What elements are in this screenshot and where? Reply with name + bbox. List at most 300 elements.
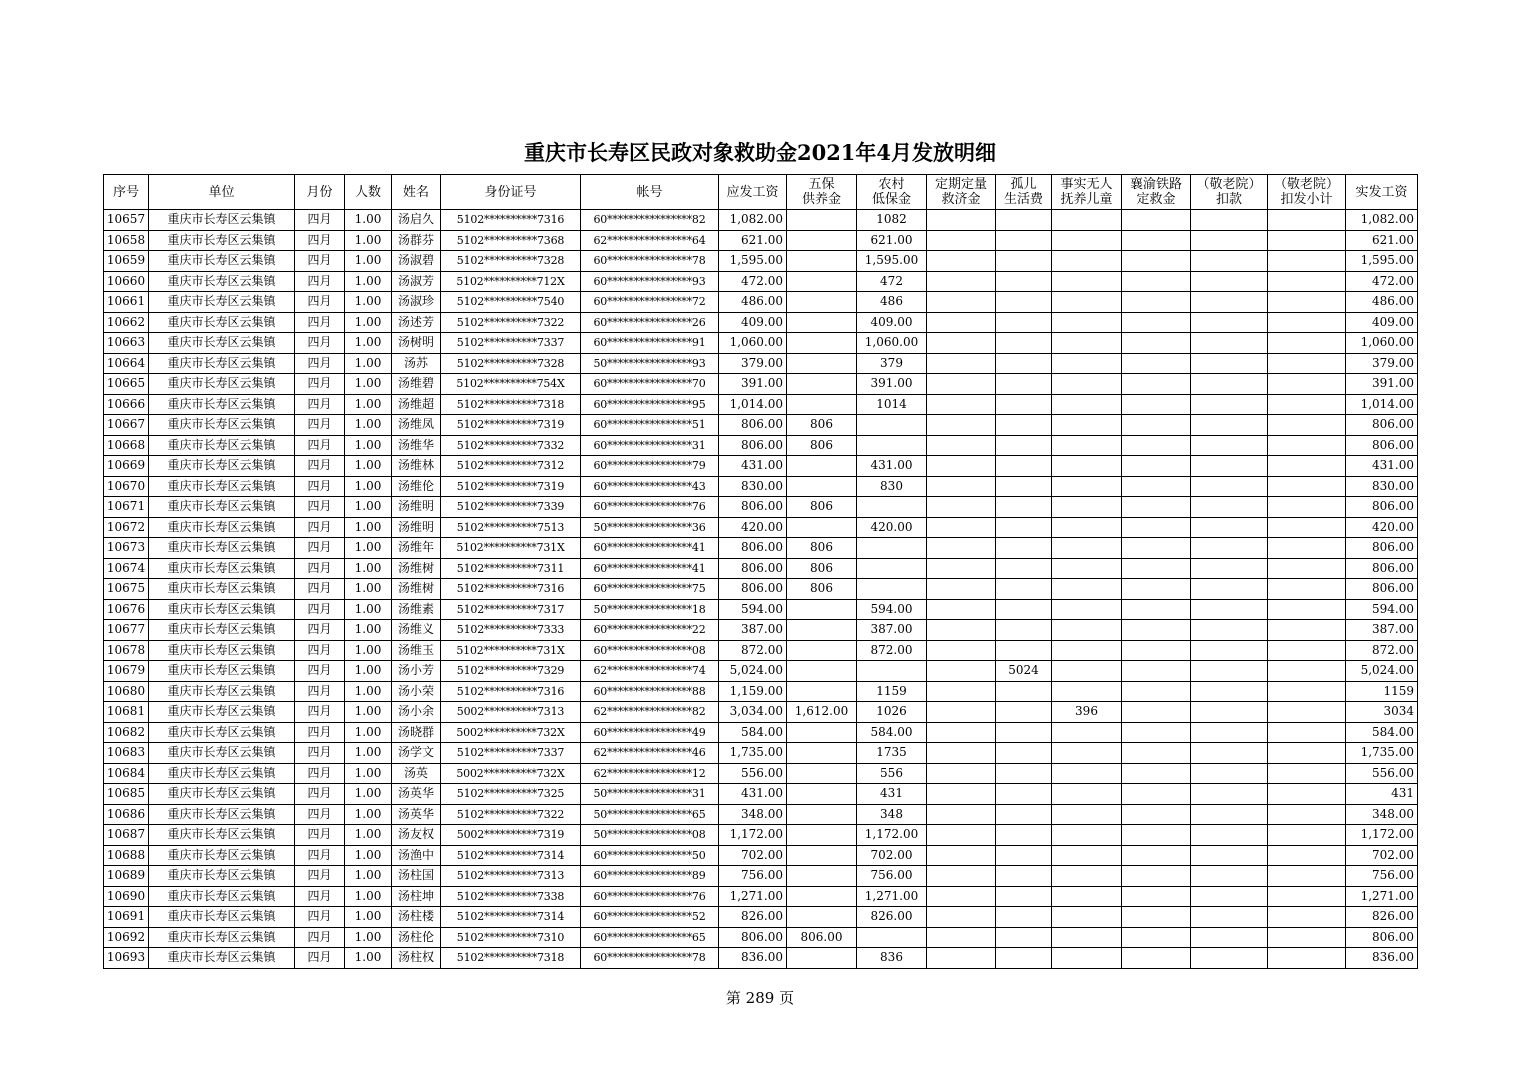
column-header: 孤儿 生活费 [996,175,1052,210]
table-cell [1122,948,1191,969]
table-cell: 556.00 [719,763,787,784]
table-cell [1191,784,1268,805]
table-cell: 60****************49 [581,722,719,743]
table-cell [1191,845,1268,866]
table-cell: 348.00 [1346,804,1418,825]
table-cell: 1.00 [345,312,392,333]
table-cell [1268,517,1346,538]
table-cell: 10683 [104,743,149,764]
table-cell [1122,661,1191,682]
table-cell: 1.00 [345,497,392,518]
table-cell [1268,681,1346,702]
table-cell: 806.00 [719,415,787,436]
table-cell [1268,210,1346,231]
table-cell [1122,845,1191,866]
table-cell [1052,763,1122,784]
table-cell [787,640,857,661]
table-cell [996,579,1052,600]
table-cell: 10671 [104,497,149,518]
table-cell [996,210,1052,231]
table-cell: 5,024.00 [1346,661,1418,682]
table-cell: 806.00 [719,538,787,559]
table-cell: 379.00 [1346,353,1418,374]
table-cell [927,579,996,600]
table-cell: 594.00 [719,599,787,620]
table-cell [1052,353,1122,374]
table-cell: 10672 [104,517,149,538]
table-cell: 四月 [295,435,345,456]
table-cell: 5102**********7513 [441,517,581,538]
table-cell: 汤启久 [392,210,441,231]
table-cell: 431 [857,784,927,805]
table-cell [1052,845,1122,866]
table-cell: 486.00 [719,292,787,313]
table-cell: 10670 [104,476,149,497]
table-cell [927,927,996,948]
table-cell [1191,825,1268,846]
table-cell [1052,907,1122,928]
table-cell [1268,866,1346,887]
table-cell: 1,271.00 [857,886,927,907]
table-cell [857,538,927,559]
table-cell [1268,579,1346,600]
table-cell: 汤小余 [392,702,441,723]
table-cell [1268,312,1346,333]
table-cell: 5102**********7318 [441,394,581,415]
table-cell: 5102**********7318 [441,948,581,969]
table-cell: 60****************41 [581,558,719,579]
column-header: 单位 [149,175,295,210]
table-cell: 汤维凤 [392,415,441,436]
table-cell [1191,866,1268,887]
table-cell [927,743,996,764]
table-cell: 1.00 [345,927,392,948]
table-cell [996,743,1052,764]
table-cell [1052,825,1122,846]
table-cell [1122,435,1191,456]
table-cell: 汤淑芳 [392,271,441,292]
table-cell [927,210,996,231]
table-cell [1268,907,1346,928]
table-cell [1268,415,1346,436]
page-number: 第 289 页 [725,989,795,1007]
table-cell [787,312,857,333]
table-row [104,394,1418,415]
table-cell: 431 [1346,784,1418,805]
table-cell: 1.00 [345,907,392,928]
table-cell: 806.00 [1346,927,1418,948]
table-cell [996,948,1052,969]
table-cell [1052,558,1122,579]
column-header: 五保 供养金 [787,175,857,210]
table-cell: 1.00 [345,866,392,887]
table-cell [1122,374,1191,395]
table-cell [1191,456,1268,477]
table-cell [996,476,1052,497]
table-cell: 1,271.00 [1346,886,1418,907]
table-cell [927,251,996,272]
table-cell: 1.00 [345,476,392,497]
table-cell: 重庆市长寿区云集镇 [149,702,295,723]
table-row [104,620,1418,641]
column-header: 身份证号 [441,175,581,210]
table-cell: 60****************70 [581,374,719,395]
table-cell [927,599,996,620]
table-cell [927,538,996,559]
table-cell: 汤柱权 [392,948,441,969]
table-cell: 汤友权 [392,825,441,846]
table-cell: 60****************08 [581,640,719,661]
table-cell: 60****************65 [581,927,719,948]
table-cell [1052,271,1122,292]
table-cell: 621.00 [719,230,787,251]
column-header: 实发工资 [1346,175,1418,210]
table-cell: 1.00 [345,333,392,354]
table-cell: 621.00 [857,230,927,251]
table-cell: 10690 [104,886,149,907]
table-cell: 1026 [857,702,927,723]
table-cell: 5102**********712X [441,271,581,292]
table-cell [1122,538,1191,559]
table-cell [857,497,927,518]
table-cell: 60****************93 [581,271,719,292]
table-cell: 四月 [295,517,345,538]
table-cell [927,476,996,497]
table-cell [1122,907,1191,928]
table-cell [1191,804,1268,825]
table-cell: 1,595.00 [719,251,787,272]
table-cell: 872.00 [1346,640,1418,661]
table-cell [1191,538,1268,559]
table-cell [927,907,996,928]
table-cell: 四月 [295,353,345,374]
table-cell [927,230,996,251]
table-cell: 806.00 [1346,579,1418,600]
table-cell [1191,907,1268,928]
table-cell: 836 [857,948,927,969]
table-cell: 396 [1052,702,1122,723]
column-header: 人数 [345,175,392,210]
table-cell: 1,082.00 [1346,210,1418,231]
table-cell: 汤维年 [392,538,441,559]
table-cell: 60****************82 [581,210,719,231]
table-cell [1191,722,1268,743]
table-cell: 5102**********7337 [441,743,581,764]
table-cell: 420.00 [719,517,787,538]
table-cell: 1,159.00 [719,681,787,702]
table-cell [1052,804,1122,825]
table-cell [787,661,857,682]
table-cell: 四月 [295,804,345,825]
table-cell: 四月 [295,333,345,354]
table-cell [1191,251,1268,272]
table-cell [996,538,1052,559]
table-cell: 汤英华 [392,784,441,805]
table-cell: 四月 [295,292,345,313]
table-cell: 10691 [104,907,149,928]
table-cell [1122,702,1191,723]
table-cell [857,927,927,948]
table-cell: 5102**********7333 [441,620,581,641]
table-cell [927,886,996,907]
table-cell: 重庆市长寿区云集镇 [149,763,295,784]
table-cell [1052,927,1122,948]
table-cell: 556 [857,763,927,784]
table-cell: 806.00 [719,435,787,456]
table-cell: 汤苏 [392,353,441,374]
table-cell [927,763,996,784]
table-cell [1268,497,1346,518]
table-cell: 1735 [857,743,927,764]
table-cell: 472.00 [719,271,787,292]
table-cell [1268,763,1346,784]
column-header: 帐号 [581,175,719,210]
table-cell [927,435,996,456]
table-cell: 486 [857,292,927,313]
table-cell: 594.00 [857,599,927,620]
table-cell: 1,612.00 [787,702,857,723]
table-cell: 60****************78 [581,948,719,969]
table-row [104,251,1418,272]
table-cell [1268,599,1346,620]
table-cell: 四月 [295,374,345,395]
table-cell [1122,517,1191,538]
table-cell [1122,353,1191,374]
table-cell: 584.00 [719,722,787,743]
table-cell: 3,034.00 [719,702,787,723]
table-cell [787,210,857,231]
table-cell [996,517,1052,538]
table-cell [996,374,1052,395]
table-cell: 四月 [295,558,345,579]
table-cell: 10680 [104,681,149,702]
table-cell [996,456,1052,477]
table-cell [996,804,1052,825]
table-cell: 10669 [104,456,149,477]
table-cell [1191,271,1268,292]
table-cell [857,415,927,436]
table-cell: 10664 [104,353,149,374]
table-cell [1191,558,1268,579]
table-cell: 1.00 [345,845,392,866]
table-cell: 1.00 [345,886,392,907]
table-cell [1191,476,1268,497]
table-cell [1268,394,1346,415]
table-cell: 重庆市长寿区云集镇 [149,558,295,579]
table-cell: 806 [787,415,857,436]
table-cell: 四月 [295,312,345,333]
table-cell [1191,743,1268,764]
table-cell: 1,014.00 [1346,394,1418,415]
table-cell: 62****************82 [581,702,719,723]
table-cell: 3034 [1346,702,1418,723]
table-cell [1122,722,1191,743]
table-row [104,661,1418,682]
table-cell [1268,948,1346,969]
table-cell [927,456,996,477]
table-cell: 60****************31 [581,435,719,456]
table-cell [1052,251,1122,272]
table-cell: 四月 [295,497,345,518]
table-cell: 1.00 [345,558,392,579]
table-cell: 387.00 [857,620,927,641]
table-cell [1191,661,1268,682]
table-cell [1122,866,1191,887]
table-cell: 60****************89 [581,866,719,887]
table-cell [927,374,996,395]
table-row [104,927,1418,948]
table-cell [1268,435,1346,456]
table-cell [857,435,927,456]
table-cell: 汤维树 [392,558,441,579]
table-cell: 60****************88 [581,681,719,702]
column-header: 农村 低保金 [857,175,927,210]
table-cell: 重庆市长寿区云集镇 [149,599,295,620]
table-cell: 10658 [104,230,149,251]
table-cell [1052,620,1122,641]
table-cell [927,394,996,415]
table-cell [996,333,1052,354]
table-cell: 1082 [857,210,927,231]
table-cell: 806 [787,558,857,579]
table-cell: 60****************43 [581,476,719,497]
column-header: 事实无人 抚养儿童 [1052,175,1122,210]
table-cell [1052,640,1122,661]
table-cell: 10686 [104,804,149,825]
table-cell: 重庆市长寿区云集镇 [149,456,295,477]
table-cell: 1.00 [345,743,392,764]
table-cell: 756.00 [1346,866,1418,887]
table-cell [787,845,857,866]
table-cell [996,866,1052,887]
table-cell: 四月 [295,538,345,559]
table-cell: 汤小荣 [392,681,441,702]
table-cell: 汤树明 [392,333,441,354]
table-cell: 汤群芬 [392,230,441,251]
table-cell: 60****************72 [581,292,719,313]
table-cell: 826.00 [1346,907,1418,928]
table-cell: 5102**********7316 [441,579,581,600]
table-cell [787,251,857,272]
table-cell: 60****************95 [581,394,719,415]
table-cell [1268,722,1346,743]
table-row [104,845,1418,866]
table-cell: 556.00 [1346,763,1418,784]
table-cell: 387.00 [719,620,787,641]
table-cell [1122,497,1191,518]
table-cell: 重庆市长寿区云集镇 [149,845,295,866]
table-cell [927,825,996,846]
table-cell: 四月 [295,230,345,251]
table-cell: 5102**********7339 [441,497,581,518]
table-cell: 62****************12 [581,763,719,784]
table-cell: 806 [787,435,857,456]
table-cell: 汤淑珍 [392,292,441,313]
table-cell: 50****************31 [581,784,719,805]
table-cell: 1.00 [345,394,392,415]
table-cell: 60****************22 [581,620,719,641]
table-cell: 汤维伦 [392,476,441,497]
table-row [104,866,1418,887]
table-cell: 830 [857,476,927,497]
table-cell: 5002**********7319 [441,825,581,846]
table-cell: 5102**********7310 [441,927,581,948]
table-cell: 431.00 [719,784,787,805]
table-cell: 806.00 [719,927,787,948]
table-cell [1268,845,1346,866]
table-row [104,353,1418,374]
table-cell: 汤淑碧 [392,251,441,272]
table-cell: 1,595.00 [1346,251,1418,272]
table-cell: 重庆市长寿区云集镇 [149,374,295,395]
table-cell: 5102**********7319 [441,415,581,436]
table-cell: 5102**********7316 [441,210,581,231]
table-cell: 5102**********754X [441,374,581,395]
table-cell: 50****************18 [581,599,719,620]
table-cell [1191,394,1268,415]
table-cell: 重庆市长寿区云集镇 [149,886,295,907]
table-cell [787,866,857,887]
table-cell [787,907,857,928]
table-cell [1268,292,1346,313]
table-cell [1268,620,1346,641]
table-cell [1268,558,1346,579]
table-cell: 10685 [104,784,149,805]
table-cell: 806.00 [1346,497,1418,518]
table-cell: 10666 [104,394,149,415]
table-cell: 1.00 [345,435,392,456]
table-cell: 四月 [295,681,345,702]
table-cell: 1014 [857,394,927,415]
table-cell: 四月 [295,394,345,415]
table-cell: 重庆市长寿区云集镇 [149,271,295,292]
table-cell: 60****************78 [581,251,719,272]
table-cell [1191,497,1268,518]
table-cell: 汤柱国 [392,866,441,887]
table-cell [1191,374,1268,395]
table-cell: 四月 [295,886,345,907]
table-cell: 汤维素 [392,599,441,620]
table-cell: 1.00 [345,271,392,292]
table-cell: 1.00 [345,374,392,395]
table-cell: 62****************74 [581,661,719,682]
table-cell [996,845,1052,866]
table-cell: 420.00 [1346,517,1418,538]
table-cell: 四月 [295,825,345,846]
table-cell: 四月 [295,620,345,641]
table-cell: 1.00 [345,763,392,784]
table-cell: 806.00 [719,558,787,579]
table-cell: 60****************75 [581,579,719,600]
table-cell: 10677 [104,620,149,641]
table-cell: 5102**********7312 [441,456,581,477]
table-row [104,271,1418,292]
table-cell [927,681,996,702]
table-cell [1191,927,1268,948]
table-cell [927,866,996,887]
table-cell: 702.00 [857,845,927,866]
table-cell [927,722,996,743]
table-cell [1122,681,1191,702]
table-cell: 10682 [104,722,149,743]
table-row [104,640,1418,661]
table-cell: 汤维碧 [392,374,441,395]
table-cell: 汤英 [392,763,441,784]
table-cell: 379 [857,353,927,374]
table-cell [927,620,996,641]
table-cell: 806.00 [787,927,857,948]
table-cell [1268,374,1346,395]
